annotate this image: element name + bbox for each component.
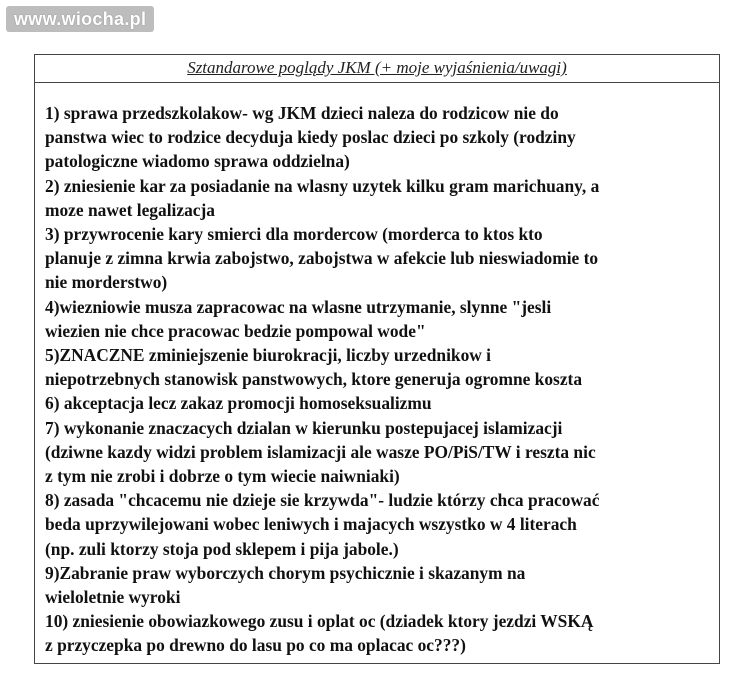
text-line: niepotrzebnych stanowisk panstwowych, ktore generuja ogromne koszta — [45, 369, 583, 390]
text-line: 1) sprawa przedszkolakow- wg JKM dzieci naleza do rodzicow nie do — [45, 103, 559, 123]
text-line: panstwa wiec to rodzice decyduja kiedy poslac dzieci po szkoly (rodziny — [45, 127, 576, 148]
text-line: moze nawet legalizacja — [45, 199, 215, 220]
text-line: 10) zniesienie obowiazkowego zusu i oplat oc (dziadek ktory jezdzi WSKĄ — [45, 611, 594, 632]
document-body — [35, 83, 719, 658]
site-watermark: www.wiocha.pl — [6, 6, 154, 32]
text-line: 5)ZNACZNE zminiejszenie biurokracji, liczby urzednikow i — [45, 345, 492, 366]
text-line: 6) akceptacja lecz zakaz promocji homoseksualizmu — [45, 393, 432, 414]
text-line: 9)Zabranie praw wyborczych chorym psychicznie i skazanym na — [45, 562, 526, 583]
text-line: wiezien nie chce pracowac bedzie pompowal wode" — [45, 320, 426, 341]
text-line: planuje z zimna krwia zabojstwo, zabojstwa w afekcie lub nieswiadomie to — [45, 248, 599, 269]
text-line: 2) zniesienie kar za posiadanie na wlasny uzytek kilku gram marichuany, a — [45, 175, 600, 196]
text-line: wieloletnie wyroki — [45, 587, 181, 608]
text-line: nie morderstwo) — [45, 272, 168, 293]
text-line: z przyczepka po drewno do lasu po co ma oplacac oc???) — [45, 635, 466, 656]
text-line: 3) przywrocenie kary smierci dla mordercow (morderca to ktos kto — [45, 224, 543, 245]
text-line: z tym nie zrobi i dobrze o tym wiecie naiwniaki) — [45, 466, 400, 487]
text-line: 4)wiezniowie musza zapracowac na wlasne utrzymanie, slynne "jesli — [45, 296, 552, 317]
text-line: 8) zasada "chcacemu nie dzieje sie krzywda"- ludzie którzy chca pracować — [45, 490, 600, 511]
text-line: (dziwne kazdy widzi problem islamizacji ale wasze PO/PiS/TW i reszta nic — [45, 441, 596, 462]
document-frame — [34, 54, 720, 664]
document-header: Sztandarowe poglądy JKM (+ moje wyjaśnienia/uwagi) — [35, 55, 719, 83]
text-line: patologiczne wiadomo sprawa oddzielna) — [45, 151, 350, 172]
text-line: (np. zuli ktorzy stoja pod sklepem i pija jabole.) — [45, 538, 399, 559]
text-line: beda uprzywilejowani wobec leniwych i majacych wszystko w 4 literach — [45, 514, 577, 535]
text-line: 7) wykonanie znaczacych dzialan w kierunku postepujacej islamizacji — [45, 417, 563, 438]
